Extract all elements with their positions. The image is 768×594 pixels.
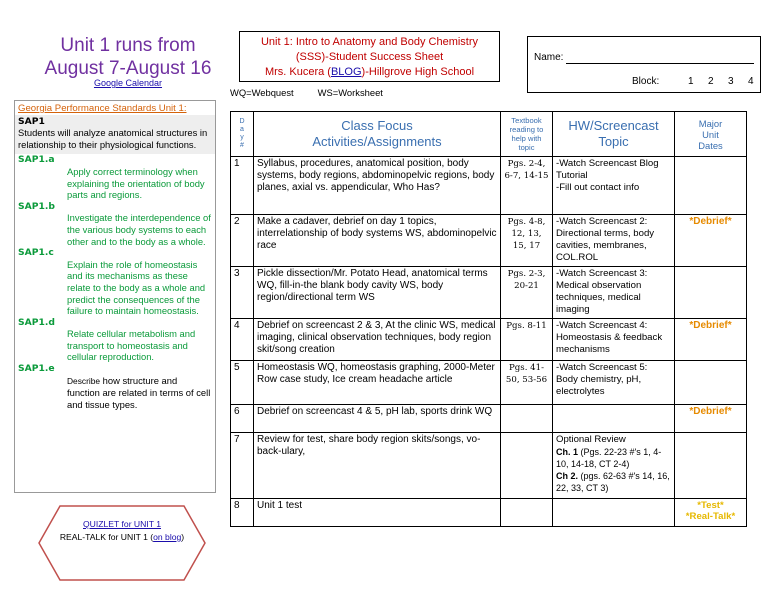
- blog-link[interactable]: BLOG: [330, 66, 362, 78]
- pages-cell: [501, 433, 553, 499]
- standard-item-a: [18, 154, 212, 200]
- standard-text: Relate cellular metabolism and transport to homeostasis and cellular reproduction.: [67, 328, 196, 363]
- legend-worksheet: WS=Worksheet: [317, 87, 383, 98]
- chapter1-review: [556, 446, 671, 470]
- header-line2: (SSS)-Student Success Sheet: [295, 51, 444, 63]
- day-cell: 1: [231, 157, 254, 215]
- name-line: [566, 63, 754, 64]
- sap1-label: SAP1: [18, 115, 45, 127]
- standard-item-c: [18, 247, 212, 317]
- hexagon-shape: [38, 505, 206, 581]
- sap1-text: Students will analyze anatomical structures in relationship to their physiological functions.: [18, 127, 208, 150]
- chapter2-review: [556, 470, 671, 494]
- hw-cell: [553, 499, 675, 527]
- unit-date-title: [0, 34, 256, 80]
- schedule-table: [230, 111, 747, 527]
- hw-cell: -Watch Screencast 2: Directional terms, body cavities, membranes, COL.ROL: [553, 215, 675, 267]
- standard-item-e: [18, 363, 212, 410]
- block-option: 4: [748, 76, 754, 87]
- unit-title-line1: Unit 1 runs from: [60, 35, 196, 56]
- hw-cell: -Watch Screencast Blog Tutorial -Fill out contact info: [553, 157, 675, 215]
- hw-cell: -Watch Screencast 4: Homeostasis & feedback mechanisms: [553, 319, 675, 361]
- day-cell: 4: [231, 319, 254, 361]
- major-cell: [675, 433, 747, 499]
- quizlet-container: [38, 519, 206, 529]
- realtalk-blog-link[interactable]: on blog: [153, 532, 182, 542]
- pages-cell: Pgs. 41-50, 53-56: [501, 361, 553, 405]
- day-cell: 8: [231, 499, 254, 527]
- focus-cell: Make a cadaver, debrief on day 1 topics, interrelationship of body systems WS, abdominopelvic race: [254, 215, 501, 267]
- standard-text: Investigate the interdependence of the various body systems to each other and to the body as a whole.: [67, 212, 211, 247]
- standard-label: SAP1.e: [18, 363, 55, 375]
- optional-review-title: Optional Review: [556, 434, 626, 445]
- day-cell: 5: [231, 361, 254, 405]
- block-option: 1: [688, 76, 694, 87]
- legend-webquest: WQ=Webquest: [230, 87, 294, 98]
- block-label: Block:: [632, 76, 660, 87]
- standard-label: SAP1.c: [18, 247, 54, 259]
- table-row: [231, 405, 747, 433]
- focus-cell: Review for test, share body region skits/songs, vo-back-ulary,: [254, 433, 501, 499]
- table-row: [231, 361, 747, 405]
- google-calendar-link[interactable]: Google Calendar: [93, 78, 163, 88]
- standards-heading: Georgia Performance Standards Unit 1:: [18, 103, 187, 114]
- name-label: Name:: [534, 52, 564, 63]
- hw-cell: -Watch Screencast 5: Body chemistry, pH, electrolytes: [553, 361, 675, 405]
- unit-title-line2: August 7-August 16: [44, 58, 212, 79]
- major-cell: *Debrief*: [675, 319, 747, 361]
- abbreviation-legend: [230, 87, 407, 98]
- focus-cell: Debrief on screencast 4 & 5, pH lab, sports drink WQ: [254, 405, 501, 433]
- day-cell: 3: [231, 267, 254, 319]
- chapter2-pages: (pgs. 62-63 #'s 14, 16, 22, 33, CT 3): [556, 471, 670, 493]
- focus-cell: Unit 1 test: [254, 499, 501, 527]
- standard-label: SAP1.d: [18, 316, 55, 328]
- test-label: *Test*: [697, 500, 724, 511]
- day-cell: 6: [231, 405, 254, 433]
- standards-box: [14, 100, 216, 493]
- realtalk-label: *Real-Talk*: [685, 511, 736, 522]
- table-row: [231, 433, 747, 499]
- table-row: [231, 215, 747, 267]
- realtalk-line: [38, 532, 206, 542]
- standard-text-prefix: Describe: [67, 375, 101, 386]
- focus-cell: Debrief on screencast 2 & 3, At the clinic WS, medical imaging, clinical observation techniques, body region skit/song creation: [254, 319, 501, 361]
- sap1-block: [15, 115, 215, 155]
- day-column-header: D a y #: [231, 112, 254, 157]
- standard-text: [18, 375, 212, 411]
- table-row: [231, 319, 747, 361]
- unit-header-box: [239, 31, 500, 82]
- standard-text-rest: how structure and function are related in terms of cell and tissue types.: [67, 374, 211, 410]
- pages-cell: Pgs. 2-3, 20-21: [501, 267, 553, 319]
- major-cell: [675, 361, 747, 405]
- header-school: )-Hillgrove High School: [361, 66, 475, 78]
- pages-cell: [501, 405, 553, 433]
- day-cell: 7: [231, 433, 254, 499]
- header-line1: Unit 1: Intro to Anatomy and Body Chemistry: [260, 36, 479, 48]
- google-calendar-container: [0, 78, 256, 88]
- unit-links-hexagon: [38, 505, 206, 581]
- major-cell: [675, 267, 747, 319]
- standard-text: Apply correct terminology when explaining the orientation of body parts and regions.: [67, 165, 205, 201]
- realtalk-prefix: REAL-TALK for UNIT 1 (: [59, 532, 154, 542]
- block-option: 3: [728, 76, 734, 87]
- header-line3: [240, 65, 499, 80]
- table-row: [231, 267, 747, 319]
- pages-cell: Pgs. 4-8, 12, 13, 15, 17: [501, 215, 553, 267]
- focus-cell: Syllabus, procedures, anatomical position, body systems, body regions, abdominopelvic regions, body planes, axial vs. appendicular, Who Has?: [254, 157, 501, 215]
- chapter2-label: Ch 2.: [556, 471, 579, 481]
- standard-label: SAP1.a: [18, 154, 55, 166]
- pages-cell: [501, 499, 553, 527]
- block-option: 2: [708, 76, 714, 87]
- quizlet-link[interactable]: QUIZLET for UNIT 1: [83, 519, 161, 529]
- pages-cell: Pgs. 2-4, 6-7, 14-15: [501, 157, 553, 215]
- standard-label: SAP1.b: [18, 200, 55, 212]
- realtalk-suffix: ): [181, 532, 185, 542]
- hw-cell: [553, 405, 675, 433]
- focus-cell: Homeostasis WQ, homeostasis graphing, 2000-Meter Row case study, Ice cream headache article: [254, 361, 501, 405]
- table-header-row: [231, 112, 747, 157]
- standard-item-b: [18, 201, 212, 247]
- major-cell: *Debrief*: [675, 215, 747, 267]
- standard-text: Explain the role of homeostasis and its mechanisms as these relate to the body as a whole and predict the consequences of the failure to maintain homeostasis.: [67, 258, 206, 317]
- table-row: [231, 157, 747, 215]
- chapter1-label: Ch. 1: [556, 447, 579, 457]
- table-row: [231, 499, 747, 527]
- hw-column-header: HW/Screencast Topic: [553, 112, 675, 157]
- hw-cell: [553, 433, 675, 499]
- standard-item-d: [18, 317, 212, 363]
- student-name-box: [527, 36, 761, 93]
- chapter1-pages: (Pgs. 22-23 #'s 1, 4-10, 14-18, CT 2-4): [556, 447, 662, 469]
- textbook-column-header: Textbook reading to help with topic: [501, 112, 553, 157]
- focus-cell: Pickle dissection/Mr. Potato Head, anatomical terms WQ, fill-in-the blank body cavity WS, body region/directional term WS: [254, 267, 501, 319]
- major-cell: [675, 157, 747, 215]
- major-dates-column-header: Major Unit Dates: [675, 112, 747, 157]
- major-cell: [675, 499, 747, 527]
- pages-cell: Pgs. 8-11: [501, 319, 553, 361]
- hw-cell: -Watch Screencast 3: Medical observation techniques, medical imaging: [553, 267, 675, 319]
- day-cell: 2: [231, 215, 254, 267]
- major-cell: *Debrief*: [675, 405, 747, 433]
- focus-column-header: Class Focus Activities/Assignments: [254, 112, 501, 157]
- header-teacher: Mrs. Kucera (: [264, 66, 331, 78]
